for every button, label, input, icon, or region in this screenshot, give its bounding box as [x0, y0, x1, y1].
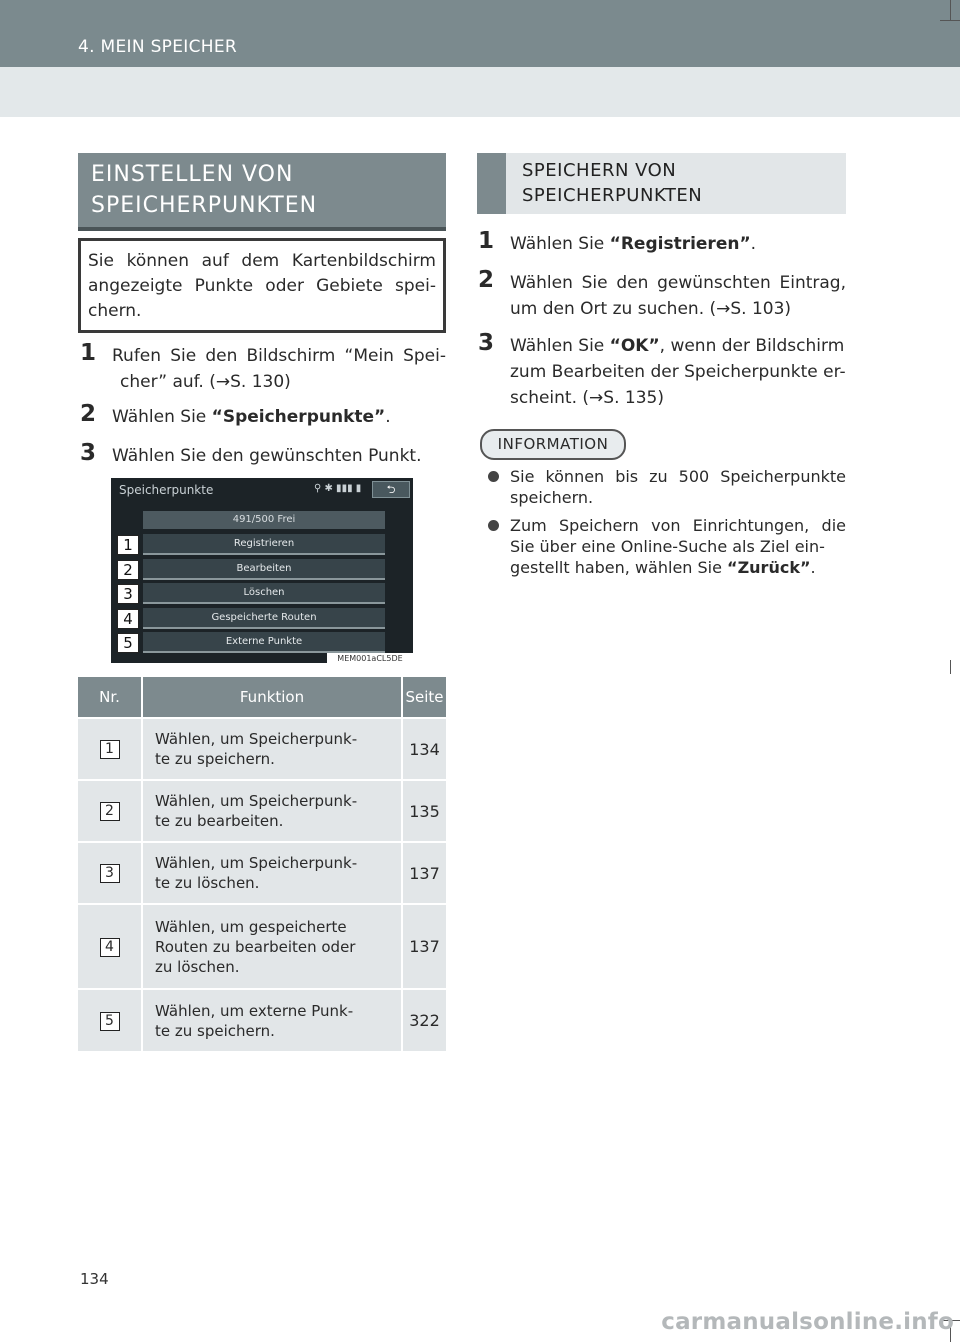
row-page: 137	[402, 842, 446, 904]
bullet-line: Sie können bis zu 500 Speicherpunkte	[510, 467, 846, 486]
step-line: cher” auf. (→S. 130)	[120, 372, 291, 392]
callout-number: 4	[117, 609, 139, 629]
step-text	[112, 343, 446, 395]
intro-text	[88, 249, 436, 324]
bullet-dot-icon	[488, 471, 499, 482]
column-header-nr: Nr.	[78, 677, 142, 718]
edit-button[interactable]: Bearbeiten	[143, 559, 385, 580]
right-heading-line2: SPEICHERPUNKTEN	[522, 185, 703, 206]
row-number-box: 2	[100, 802, 120, 821]
right-heading-line1: SPEICHERN VON	[522, 160, 677, 181]
screen-title: Speicherpunkte	[119, 483, 214, 497]
step-text-pre: Wählen Sie	[112, 407, 212, 427]
function-line: Routen zu bearbeiten oder	[155, 937, 356, 956]
row-function	[142, 780, 402, 842]
column-header-function: Funktion	[142, 677, 402, 718]
row-number	[78, 989, 142, 1051]
step-text-post: .	[385, 407, 391, 427]
step-text-pre: Wählen Sie	[510, 336, 610, 356]
callout-number: 5	[117, 633, 139, 653]
step-line	[510, 333, 846, 359]
row-number	[78, 842, 142, 904]
function-table	[78, 677, 446, 1051]
row-page: 134	[402, 718, 446, 780]
callout-number: 3	[117, 584, 139, 604]
crop-mark	[950, 660, 951, 674]
step-text-post: , wenn der Bildschirm	[659, 336, 845, 356]
row-number	[78, 780, 142, 842]
register-button[interactable]: Registrieren	[143, 534, 385, 555]
left-heading-line1: EINSTELLEN VON	[91, 162, 294, 187]
row-number-box: 3	[100, 864, 120, 883]
row-number-box: 1	[100, 740, 120, 759]
callout-number: 2	[117, 560, 139, 580]
external-points-button[interactable]: Externe Punkte	[143, 632, 385, 653]
left-section-heading	[78, 153, 446, 231]
step-number: 3	[478, 330, 495, 356]
row-function	[142, 718, 402, 780]
table-row	[78, 904, 446, 989]
table-row	[78, 989, 446, 1051]
step-line: um den Ort zu suchen. (→S. 103)	[510, 299, 792, 319]
step-text: Wählen Sie den gewünschten Punkt.	[112, 446, 422, 466]
step-text-bold: “OK”	[609, 336, 660, 356]
function-line: te zu speichern.	[155, 1021, 275, 1040]
table-row	[78, 780, 446, 842]
delete-button[interactable]: Löschen	[143, 583, 385, 604]
step-text-bold: “Registrieren”	[609, 234, 751, 254]
page-number: 134	[80, 1270, 109, 1288]
section-title: 4. MEIN SPEICHER	[78, 37, 237, 57]
step-number: 2	[80, 401, 97, 427]
bullet-line: Sie über eine Online-Suche als Ziel ein-	[510, 537, 825, 556]
bullet-dot-icon	[488, 520, 499, 531]
bullet-line: speichern.	[510, 488, 594, 507]
table-row	[78, 842, 446, 904]
row-number-box: 5	[100, 1012, 120, 1031]
intro-line: angezeigte Punkte oder Gebiete spei-	[88, 276, 436, 296]
bullet-line: Zum Speichern von Einrichtungen, die	[510, 516, 846, 535]
status-icons: ⚲ ✱ ▮▮▮ ▮	[314, 483, 362, 494]
step-number: 1	[80, 340, 97, 366]
step-text	[510, 270, 846, 322]
function-line: Wählen, um gespeicherte	[155, 917, 347, 936]
step-text-bold: “Speicherpunkte”	[211, 407, 386, 427]
step-line: Rufen Sie den Bildschirm “Mein Spei-	[112, 346, 446, 366]
figure-code: MEM001aCL5DE	[327, 653, 413, 664]
watermark: carmanualsonline.info	[661, 1309, 954, 1335]
bullet-text-pre: gestellt haben, wählen Sie	[510, 558, 728, 577]
function-line: te zu löschen.	[155, 874, 260, 892]
step-text	[510, 333, 846, 411]
step-line: scheint. (→S. 135)	[510, 388, 664, 408]
bullet-text	[510, 466, 846, 508]
intro-line: chern.	[88, 301, 142, 321]
step-number: 1	[478, 228, 495, 254]
bullet-line	[510, 557, 846, 578]
callout-number: 1	[117, 535, 139, 555]
step-text-pre: Wählen Sie	[510, 234, 610, 254]
intro-box	[78, 238, 446, 333]
function-line: te zu speichern.	[155, 750, 275, 768]
function-line: zu löschen.	[155, 957, 240, 976]
back-button[interactable]: ⮌	[372, 481, 410, 498]
function-line: Wählen, um Speicherpunk-	[155, 792, 358, 810]
step-text-post: .	[750, 234, 757, 254]
bullet-text	[510, 515, 846, 578]
function-line: te zu bearbeiten.	[155, 812, 284, 830]
row-number	[78, 904, 142, 989]
crop-mark	[950, 0, 951, 20]
step-number: 2	[478, 267, 495, 293]
left-heading-line2: SPEICHERPUNKTEN	[91, 193, 318, 218]
intro-line: Sie können auf dem Kartenbildschirm	[88, 251, 436, 271]
table-header-row	[78, 677, 446, 718]
row-function	[142, 989, 402, 1051]
table-row	[78, 718, 446, 780]
screen-mockup	[111, 478, 413, 663]
left-heading-text	[91, 159, 317, 221]
step-number: 3	[80, 440, 97, 466]
function-line: Wählen, um Speicherpunk-	[155, 854, 358, 872]
bullet-text-post: .	[810, 558, 816, 577]
function-line: Wählen, um externe Punk-	[155, 1001, 354, 1020]
heading-accent-bar	[477, 153, 506, 214]
step-text	[112, 404, 391, 430]
right-section-heading	[477, 153, 846, 214]
header-band	[0, 67, 960, 117]
row-page: 135	[402, 780, 446, 842]
bullet-text-bold: “Zurück”	[727, 558, 811, 577]
crop-mark	[940, 20, 960, 21]
information-label: INFORMATION	[480, 429, 626, 460]
row-function	[142, 904, 402, 989]
row-function	[142, 842, 402, 904]
row-number	[78, 718, 142, 780]
row-page: 137	[402, 904, 446, 989]
free-capacity-label: 491/500 Frei	[143, 511, 385, 529]
right-heading-text	[522, 158, 702, 208]
column-header-page: Seite	[402, 677, 446, 718]
step-line: zum Bearbeiten der Speicherpunkte er-	[510, 362, 846, 382]
step-line: Wählen Sie den gewünschten Eintrag,	[510, 273, 846, 293]
function-line: Wählen, um Speicherpunk-	[155, 730, 358, 748]
step-text	[510, 231, 756, 257]
row-number-box: 4	[100, 938, 120, 957]
saved-routes-button[interactable]: Gespeicherte Routen	[143, 608, 385, 629]
row-page: 322	[402, 989, 446, 1051]
